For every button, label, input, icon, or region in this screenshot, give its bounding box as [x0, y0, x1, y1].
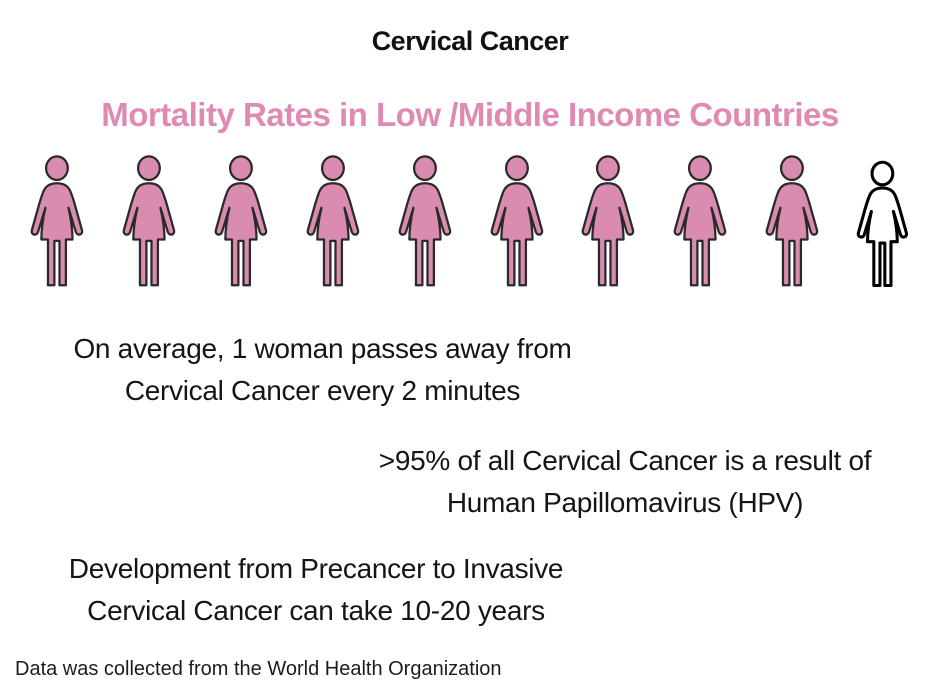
fact-average-death-rate [0, 328, 645, 412]
data-source-note: Data was collected from the World Health Organization [15, 658, 502, 680]
fact-line: Development from Precancer to Invasive [68, 553, 564, 584]
woman-icon-filled [390, 154, 460, 290]
woman-icon-filled [482, 154, 552, 290]
fact-development-time [0, 548, 632, 632]
woman-icon-filled [573, 154, 643, 290]
subtitle-mortality-rates: Mortality Rates in Low /Middle Income Countries [101, 96, 839, 133]
fact-hpv-cause [310, 440, 940, 524]
woman-icon-filled [114, 154, 184, 290]
woman-icon-filled [665, 154, 735, 290]
fact-line: Cervical Cancer every 2 minutes [124, 375, 521, 406]
fact-line: >95% of all Cervical Cancer is a result of [378, 445, 872, 476]
fact-line: On average, 1 woman passes away from [73, 333, 572, 364]
fact-line: Human Papillomavirus (HPV) [446, 487, 804, 518]
woman-icon-filled [757, 154, 827, 290]
pictograph-row [22, 152, 916, 290]
woman-icon-outline [849, 160, 916, 290]
woman-icon-filled [206, 154, 276, 290]
woman-icon-filled [22, 154, 92, 290]
page-title: Cervical Cancer [371, 26, 569, 56]
woman-icon-filled [298, 154, 368, 290]
fact-line: Cervical Cancer can take 10-20 years [87, 595, 545, 626]
